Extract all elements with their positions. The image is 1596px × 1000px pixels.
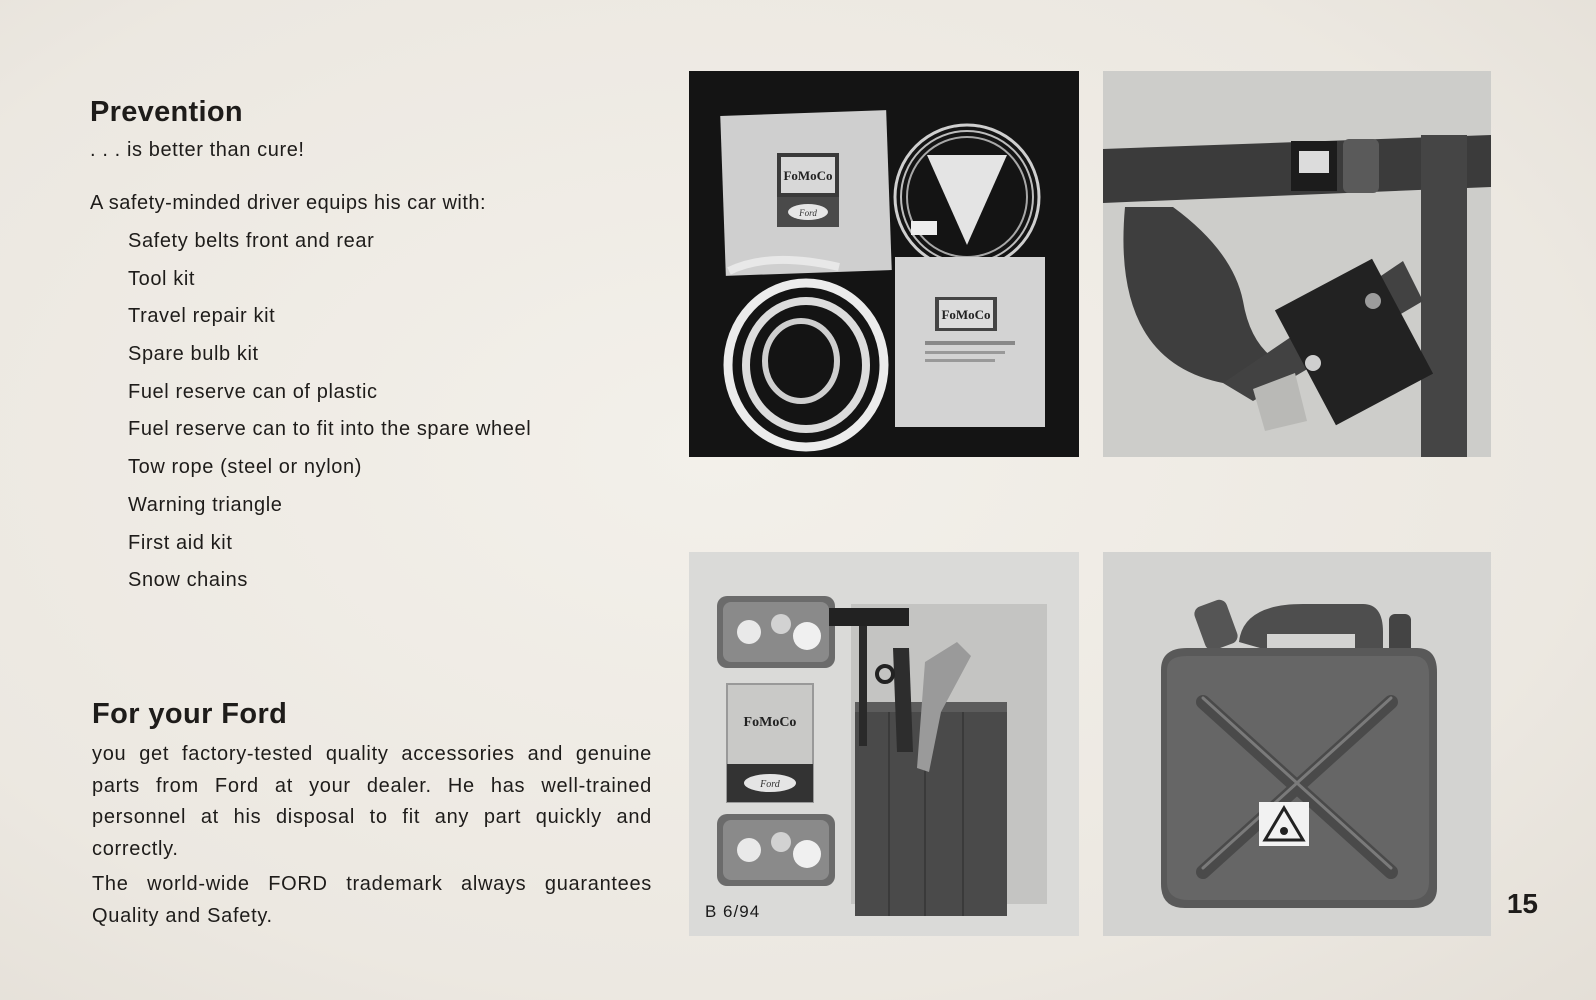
list-item: Snow chains [128, 569, 248, 592]
list-item: Travel repair kit [128, 305, 276, 328]
equipment-list [128, 223, 650, 600]
tool-kit-illustration [689, 552, 1079, 936]
safety-belt-illustration [1103, 71, 1491, 457]
list-item: Tool kit [128, 267, 196, 290]
svg-text:Ford: Ford [760, 779, 780, 790]
list-item: Tow rope (steel or nylon) [128, 456, 362, 479]
list-item: Fuel reserve can to fit into the spare wheel [128, 418, 532, 441]
photo-fuel-can [1103, 552, 1491, 936]
ford-heading: For your Ford [92, 698, 288, 730]
fuel-can-illustration [1103, 552, 1491, 936]
photo-repair-kit-tow-rope [689, 71, 1079, 457]
list-item: Fuel reserve can of plastic [128, 380, 378, 403]
photo-tool-kit-bulbs [689, 552, 1079, 936]
photo-safety-belt [1103, 71, 1491, 457]
prevention-subtitle: . . . is better than cure! [90, 139, 305, 161]
ford-paragraph-2: The world-wide FORD trademark always guarantees Quality and Safety. [92, 873, 652, 927]
prevention-heading: Prevention [90, 96, 243, 128]
page-number: 15 [1506, 888, 1538, 919]
svg-text:FoMoCo: FoMoCo [783, 168, 833, 183]
list-item: Warning triangle [128, 493, 283, 516]
svg-text:Ford: Ford [799, 208, 817, 218]
svg-text:FoMoCo: FoMoCo [743, 715, 797, 730]
prevention-intro: A safety-minded driver equips his car with: [90, 192, 487, 214]
photo-code: B 6/94 [705, 902, 761, 921]
list-item: Spare bulb kit [128, 343, 259, 366]
list-item: Safety belts front and rear [128, 230, 375, 252]
svg-text:FoMoCo: FoMoCo [941, 307, 991, 322]
ford-section [92, 698, 652, 932]
prevention-section [90, 96, 650, 600]
list-item: First aid kit [128, 531, 233, 554]
repair-kit-illustration [689, 71, 1079, 457]
ford-paragraph-1: you get factory-tested quality accessories and genuine parts from Ford at your dealer. He has well-trained personnel at his disposal to fit any part quickly and correctly. [92, 743, 652, 860]
